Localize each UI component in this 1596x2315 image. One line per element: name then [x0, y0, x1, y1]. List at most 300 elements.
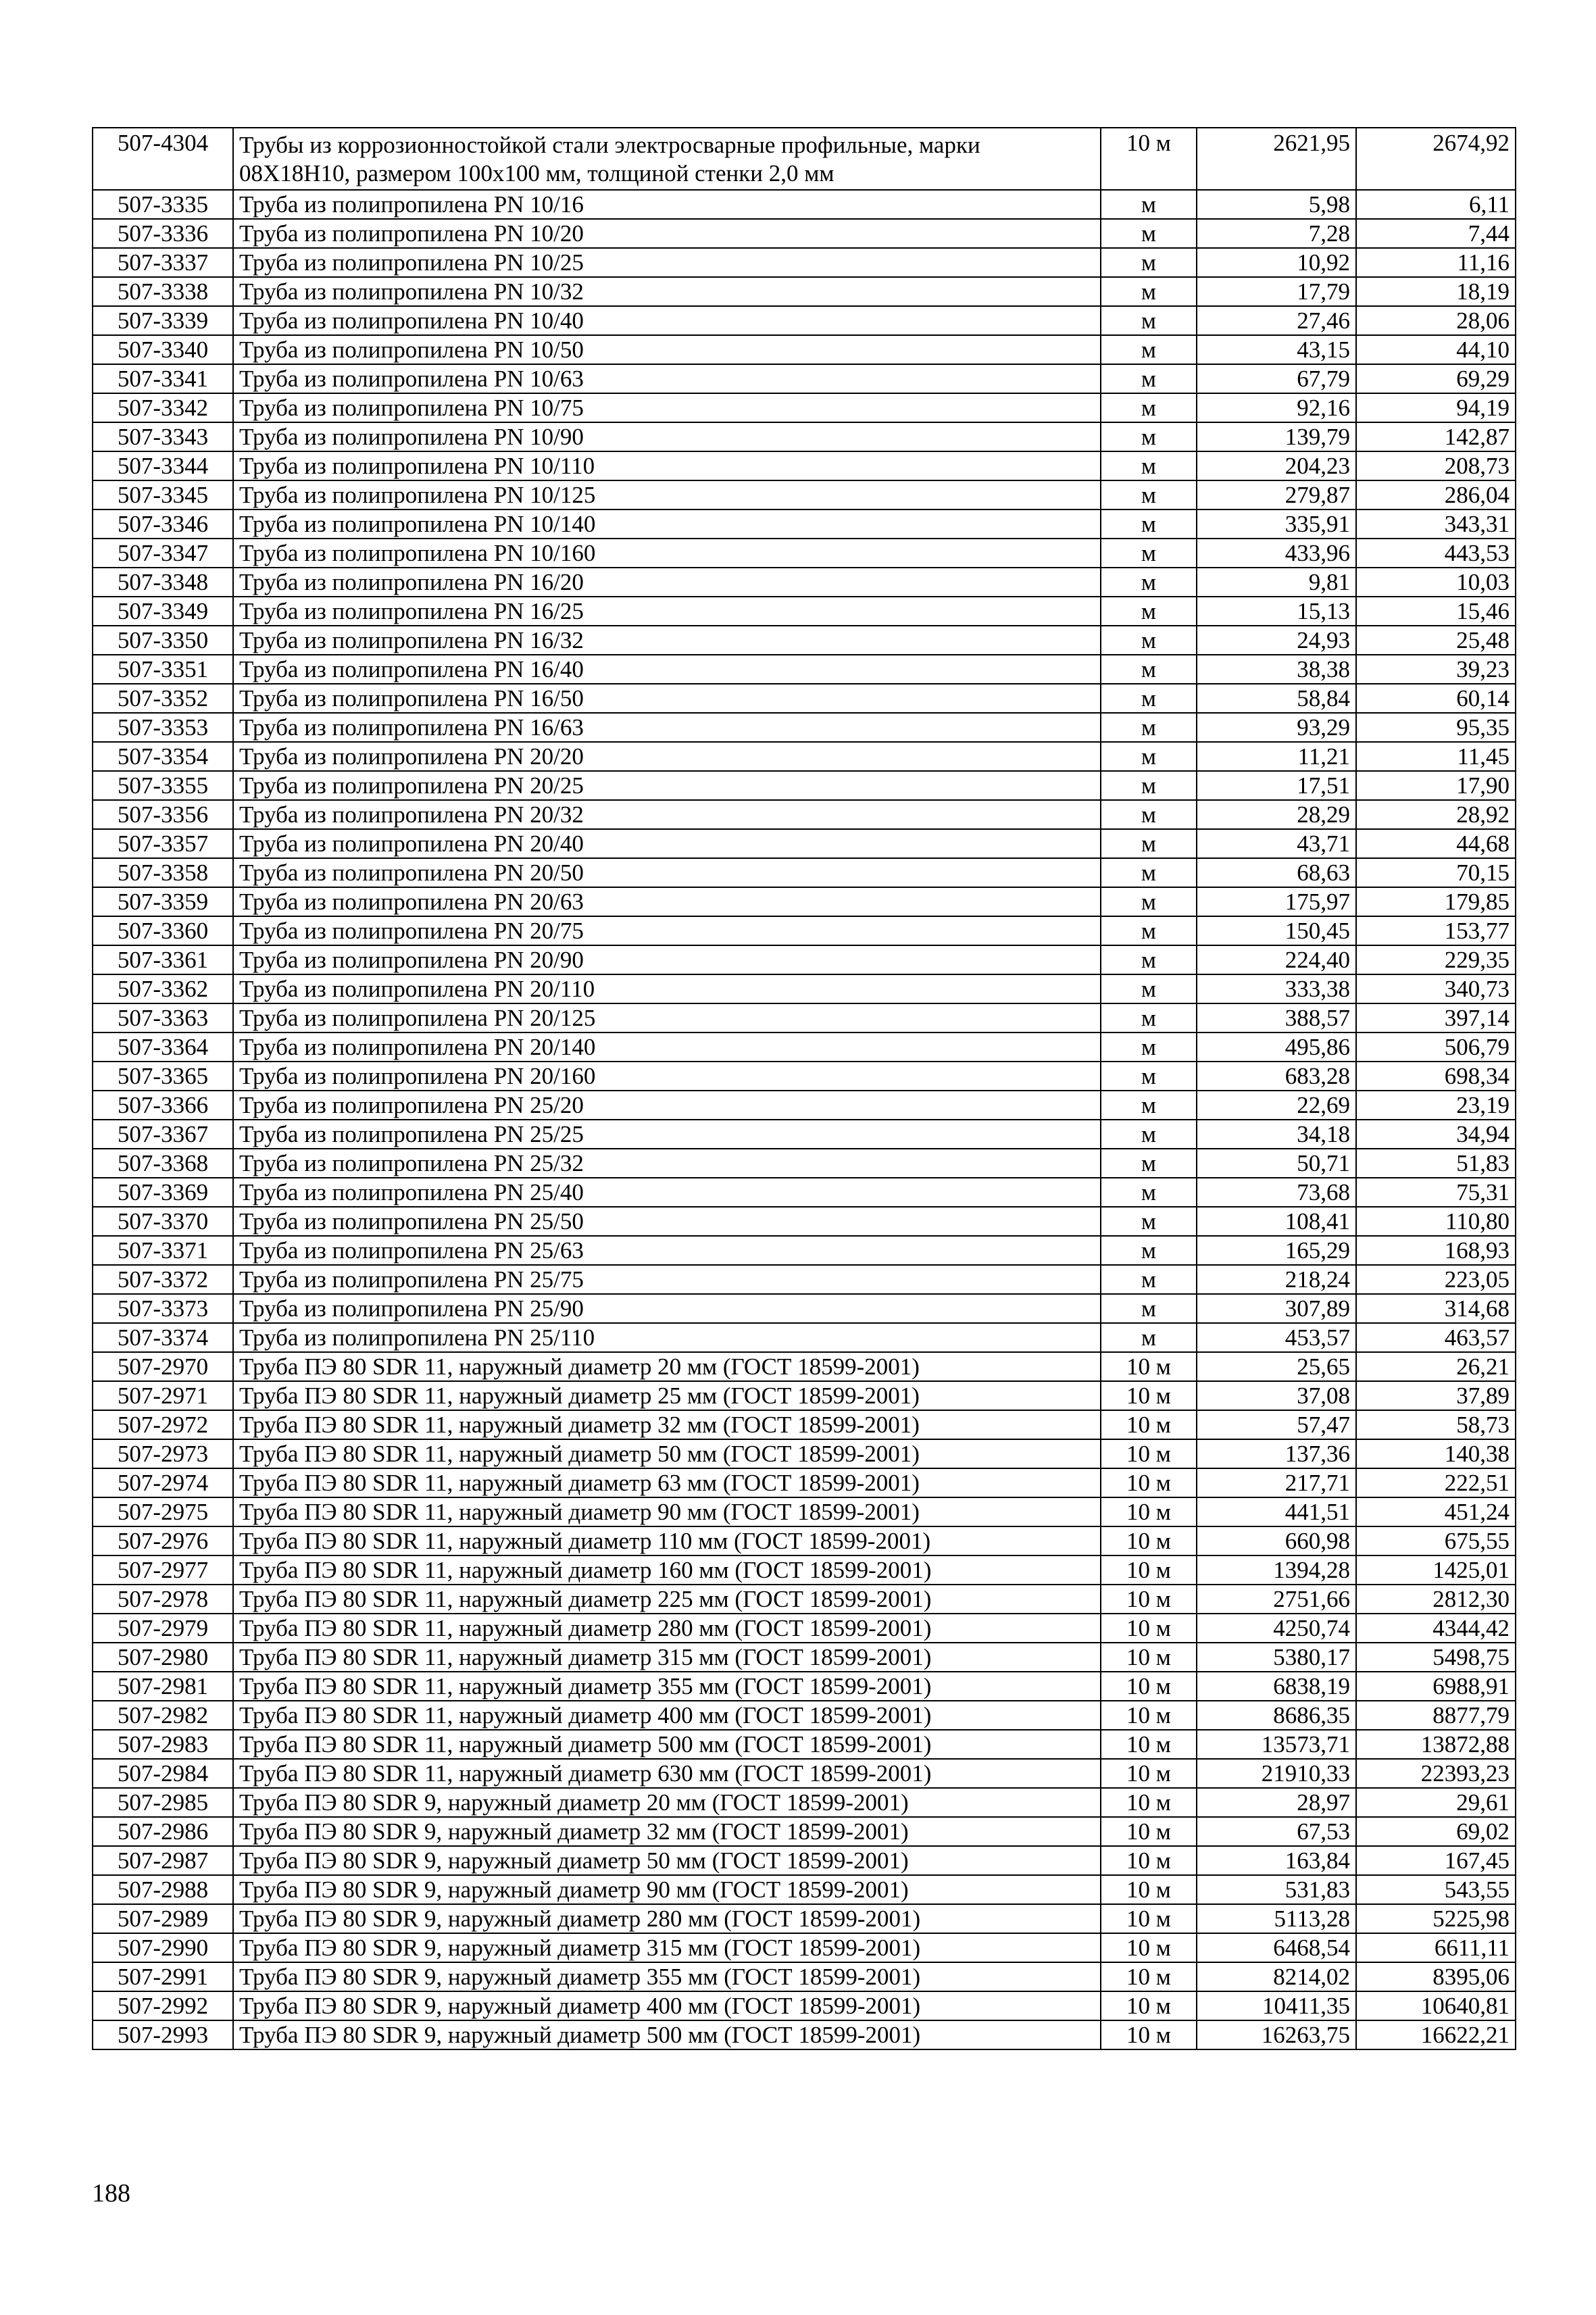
item-unit: м [1101, 248, 1197, 277]
item-code: 507-2988 [93, 1875, 233, 1904]
item-price-2: 343,31 [1356, 509, 1516, 539]
item-unit: м [1101, 451, 1197, 480]
item-unit: м [1101, 393, 1197, 422]
item-code: 507-3369 [93, 1178, 233, 1207]
item-code: 507-3337 [93, 248, 233, 277]
item-price-1: 5,98 [1197, 190, 1356, 219]
table-row [93, 1265, 1516, 1294]
item-price-2: 37,89 [1356, 1381, 1516, 1410]
table-row [93, 1149, 1516, 1178]
table-row [93, 1730, 1516, 1759]
item-price-1: 6838,19 [1197, 1672, 1356, 1701]
item-price-1: 73,68 [1197, 1178, 1356, 1207]
item-code: 507-3371 [93, 1236, 233, 1265]
item-price-2: 5225,98 [1356, 1904, 1516, 1933]
table-row [93, 509, 1516, 539]
item-name: Труба ПЭ 80 SDR 9, наружный диаметр 20 мм (ГОСТ 18599-2001) [233, 1788, 1101, 1817]
item-code: 507-3340 [93, 335, 233, 364]
item-code: 507-2984 [93, 1759, 233, 1788]
item-code: 507-3372 [93, 1265, 233, 1294]
item-price-2: 10,03 [1356, 568, 1516, 597]
item-price-2: 15,46 [1356, 597, 1516, 626]
item-name: Труба ПЭ 80 SDR 9, наружный диаметр 315 мм (ГОСТ 18599-2001) [233, 1933, 1101, 1962]
item-price-2: 11,16 [1356, 248, 1516, 277]
table-row [93, 2020, 1516, 2049]
item-price-2: 179,85 [1356, 887, 1516, 916]
item-name: Труба из полипропилена PN 10/110 [233, 451, 1101, 480]
item-price-1: 165,29 [1197, 1236, 1356, 1265]
item-unit: м [1101, 1091, 1197, 1120]
item-unit: м [1101, 190, 1197, 219]
item-price-2: 11,45 [1356, 742, 1516, 771]
table-row [93, 1614, 1516, 1643]
table-row [93, 1991, 1516, 2020]
item-price-1: 108,41 [1197, 1207, 1356, 1236]
item-unit: м [1101, 655, 1197, 684]
price-table [92, 127, 1516, 2050]
item-name: Труба ПЭ 80 SDR 9, наружный диаметр 50 мм (ГОСТ 18599-2001) [233, 1846, 1101, 1875]
item-unit: м [1101, 626, 1197, 655]
item-code: 507-2986 [93, 1817, 233, 1846]
item-price-2: 13872,88 [1356, 1730, 1516, 1759]
item-price-2: 16622,21 [1356, 2020, 1516, 2049]
item-unit: 10 м [1101, 1962, 1197, 1991]
item-unit: м [1101, 742, 1197, 771]
item-code: 507-3345 [93, 480, 233, 509]
item-code: 507-3355 [93, 771, 233, 800]
item-code: 507-2971 [93, 1381, 233, 1410]
item-price-2: 140,38 [1356, 1439, 1516, 1468]
item-name: Труба из полипропилена PN 25/20 [233, 1091, 1101, 1120]
item-name: Труба ПЭ 80 SDR 11, наружный диаметр 110 мм (ГОСТ 18599-2001) [233, 1526, 1101, 1555]
item-unit: 10 м [1101, 1526, 1197, 1555]
item-name: Труба из полипропилена PN 16/63 [233, 713, 1101, 742]
item-price-2: 70,15 [1356, 858, 1516, 887]
item-name: Труба из полипропилена PN 25/40 [233, 1178, 1101, 1207]
item-price-2: 340,73 [1356, 974, 1516, 1003]
table-row [93, 1701, 1516, 1730]
item-price-1: 218,24 [1197, 1265, 1356, 1294]
item-price-1: 204,23 [1197, 451, 1356, 480]
item-name: Труба из полипропилена PN 20/20 [233, 742, 1101, 771]
item-unit: 10 м [1101, 1439, 1197, 1468]
item-unit: 10 м [1101, 1497, 1197, 1526]
item-price-1: 8686,35 [1197, 1701, 1356, 1730]
item-unit: м [1101, 1062, 1197, 1091]
item-price-1: 279,87 [1197, 480, 1356, 509]
table-row [93, 1294, 1516, 1323]
item-name: Труба из полипропилена PN 25/110 [233, 1323, 1101, 1352]
item-code: 507-3360 [93, 916, 233, 945]
item-unit: 10 м [1101, 1672, 1197, 1701]
item-price-1: 10,92 [1197, 248, 1356, 277]
item-name: Труба ПЭ 80 SDR 11, наружный диаметр 32 мм (ГОСТ 18599-2001) [233, 1410, 1101, 1439]
item-price-2: 6988,91 [1356, 1672, 1516, 1701]
item-code: 507-2979 [93, 1614, 233, 1643]
item-unit: м [1101, 771, 1197, 800]
item-price-1: 660,98 [1197, 1526, 1356, 1555]
table-row [93, 539, 1516, 568]
item-price-1: 7,28 [1197, 219, 1356, 248]
item-price-2: 286,04 [1356, 480, 1516, 509]
item-name: Труба из полипропилена PN 20/160 [233, 1062, 1101, 1091]
item-code: 507-3335 [93, 190, 233, 219]
table-row [93, 364, 1516, 393]
item-name: Труба из полипропилена PN 10/63 [233, 364, 1101, 393]
item-name: Труба из полипропилена PN 20/75 [233, 916, 1101, 945]
item-price-2: 463,57 [1356, 1323, 1516, 1352]
item-name: Труба ПЭ 80 SDR 11, наружный диаметр 25 мм (ГОСТ 18599-2001) [233, 1381, 1101, 1410]
item-name: Труба ПЭ 80 SDR 9, наружный диаметр 280 мм (ГОСТ 18599-2001) [233, 1904, 1101, 1933]
item-code: 507-2982 [93, 1701, 233, 1730]
item-price-2: 69,02 [1356, 1817, 1516, 1846]
item-price-2: 10640,81 [1356, 1991, 1516, 2020]
item-unit: м [1101, 1294, 1197, 1323]
table-row [93, 713, 1516, 742]
item-unit: м [1101, 945, 1197, 974]
item-code: 507-3368 [93, 1149, 233, 1178]
item-code: 507-3350 [93, 626, 233, 655]
table-row [93, 1585, 1516, 1614]
item-price-1: 43,15 [1197, 335, 1356, 364]
item-code: 507-2981 [93, 1672, 233, 1701]
item-name: Труба из полипропилена PN 16/40 [233, 655, 1101, 684]
item-price-1: 16263,75 [1197, 2020, 1356, 2049]
item-price-1: 224,40 [1197, 945, 1356, 974]
item-price-1: 22,69 [1197, 1091, 1356, 1120]
item-price-2: 314,68 [1356, 1294, 1516, 1323]
table-row [93, 858, 1516, 887]
item-price-1: 11,21 [1197, 742, 1356, 771]
item-name: Труба из полипропилена PN 16/50 [233, 684, 1101, 713]
item-unit: м [1101, 800, 1197, 829]
item-unit: м [1101, 1178, 1197, 1207]
item-unit: 10 м [1101, 1585, 1197, 1614]
item-name: Труба из полипропилена PN 10/20 [233, 219, 1101, 248]
item-name: Труба из полипропилена PN 16/32 [233, 626, 1101, 655]
item-code: 507-2980 [93, 1643, 233, 1672]
table-row [93, 248, 1516, 277]
table-row [93, 1643, 1516, 1672]
item-price-1: 28,29 [1197, 800, 1356, 829]
item-code: 507-3352 [93, 684, 233, 713]
item-price-2: 51,83 [1356, 1149, 1516, 1178]
item-code: 507-3374 [93, 1323, 233, 1352]
table-row [93, 1178, 1516, 1207]
table-row [93, 597, 1516, 626]
item-price-2: 168,93 [1356, 1236, 1516, 1265]
table-row [93, 1555, 1516, 1585]
item-price-1: 2621,95 [1197, 128, 1356, 190]
item-price-2: 69,29 [1356, 364, 1516, 393]
table-row [93, 1352, 1516, 1381]
item-code: 507-2983 [93, 1730, 233, 1759]
item-price-1: 92,16 [1197, 393, 1356, 422]
item-price-1: 5380,17 [1197, 1643, 1356, 1672]
item-code: 507-3361 [93, 945, 233, 974]
item-name: Труба из полипропилена PN 10/40 [233, 306, 1101, 335]
item-price-1: 175,97 [1197, 887, 1356, 916]
item-price-2: 222,51 [1356, 1468, 1516, 1497]
item-unit: 10 м [1101, 1701, 1197, 1730]
item-name: Труба из полипропилена PN 20/32 [233, 800, 1101, 829]
item-price-1: 137,36 [1197, 1439, 1356, 1468]
item-unit: 10 м [1101, 1410, 1197, 1439]
item-unit: 10 м [1101, 1759, 1197, 1788]
item-unit: 10 м [1101, 1555, 1197, 1585]
item-name: Труба из полипропилена PN 25/25 [233, 1120, 1101, 1149]
item-code: 507-4304 [93, 128, 233, 190]
item-price-2: 75,31 [1356, 1178, 1516, 1207]
item-unit: 10 м [1101, 1614, 1197, 1643]
item-price-1: 17,51 [1197, 771, 1356, 800]
item-code: 507-3346 [93, 509, 233, 539]
item-name: Труба из полипропилена PN 10/32 [233, 277, 1101, 306]
item-code: 507-3365 [93, 1062, 233, 1091]
item-unit: м [1101, 1207, 1197, 1236]
item-price-1: 58,84 [1197, 684, 1356, 713]
item-code: 507-3353 [93, 713, 233, 742]
item-code: 507-3347 [93, 539, 233, 568]
item-unit: 10 м [1101, 2020, 1197, 2049]
item-code: 507-3351 [93, 655, 233, 684]
item-price-2: 543,55 [1356, 1875, 1516, 1904]
item-name: Труба из полипропилена PN 16/20 [233, 568, 1101, 597]
item-unit: м [1101, 887, 1197, 916]
item-price-1: 5113,28 [1197, 1904, 1356, 1933]
item-price-1: 495,86 [1197, 1032, 1356, 1062]
item-price-2: 208,73 [1356, 451, 1516, 480]
item-unit: 10 м [1101, 1817, 1197, 1846]
item-code: 507-3367 [93, 1120, 233, 1149]
item-unit: м [1101, 335, 1197, 364]
item-unit: 10 м [1101, 128, 1197, 190]
table-row [93, 1933, 1516, 1962]
item-price-2: 2812,30 [1356, 1585, 1516, 1614]
item-name: Труба из полипропилена PN 20/125 [233, 1003, 1101, 1032]
table-row [93, 1497, 1516, 1526]
item-code: 507-3338 [93, 277, 233, 306]
item-name: Труба ПЭ 80 SDR 11, наружный диаметр 630 мм (ГОСТ 18599-2001) [233, 1759, 1101, 1788]
item-price-1: 13573,71 [1197, 1730, 1356, 1759]
item-name: Труба из полипропилена PN 20/25 [233, 771, 1101, 800]
item-price-1: 57,47 [1197, 1410, 1356, 1439]
item-price-1: 453,57 [1197, 1323, 1356, 1352]
table-row [93, 1062, 1516, 1091]
item-price-2: 18,19 [1356, 277, 1516, 306]
table-row [93, 655, 1516, 684]
item-code: 507-2974 [93, 1468, 233, 1497]
item-unit: м [1101, 1120, 1197, 1149]
item-code: 507-3348 [93, 568, 233, 597]
item-price-1: 683,28 [1197, 1062, 1356, 1091]
table-row [93, 945, 1516, 974]
item-name: Труба из полипропилена PN 25/75 [233, 1265, 1101, 1294]
item-unit: 10 м [1101, 1933, 1197, 1962]
item-price-1: 1394,28 [1197, 1555, 1356, 1585]
item-price-1: 25,65 [1197, 1352, 1356, 1381]
item-code: 507-3364 [93, 1032, 233, 1062]
item-code: 507-2991 [93, 1962, 233, 1991]
item-price-1: 37,08 [1197, 1381, 1356, 1410]
item-price-2: 229,35 [1356, 945, 1516, 974]
item-price-2: 1425,01 [1356, 1555, 1516, 1585]
item-code: 507-3373 [93, 1294, 233, 1323]
table-row [93, 1846, 1516, 1875]
table-row [93, 1439, 1516, 1468]
table-row [93, 626, 1516, 655]
item-price-2: 28,06 [1356, 306, 1516, 335]
item-price-2: 506,79 [1356, 1032, 1516, 1062]
table-row [93, 1003, 1516, 1032]
table-row [93, 1962, 1516, 1991]
item-code: 507-3358 [93, 858, 233, 887]
item-code: 507-3370 [93, 1207, 233, 1236]
item-price-1: 4250,74 [1197, 1614, 1356, 1643]
item-unit: м [1101, 539, 1197, 568]
item-unit: 10 м [1101, 1846, 1197, 1875]
item-price-2: 6611,11 [1356, 1933, 1516, 1962]
item-name: Труба из полипропилена PN 10/75 [233, 393, 1101, 422]
item-price-1: 335,91 [1197, 509, 1356, 539]
table-row [93, 219, 1516, 248]
item-price-1: 163,84 [1197, 1846, 1356, 1875]
item-name: Труба из полипропилена PN 25/90 [233, 1294, 1101, 1323]
item-price-2: 7,44 [1356, 219, 1516, 248]
item-code: 507-3349 [93, 597, 233, 626]
item-price-1: 9,81 [1197, 568, 1356, 597]
item-price-1: 433,96 [1197, 539, 1356, 568]
item-unit: м [1101, 422, 1197, 451]
table-row [93, 422, 1516, 451]
item-price-2: 223,05 [1356, 1265, 1516, 1294]
item-code: 507-3336 [93, 219, 233, 248]
item-price-2: 94,19 [1356, 393, 1516, 422]
item-name: Труба ПЭ 80 SDR 11, наружный диаметр 90 мм (ГОСТ 18599-2001) [233, 1497, 1101, 1526]
item-name: Труба ПЭ 80 SDR 11, наружный диаметр 160 мм (ГОСТ 18599-2001) [233, 1555, 1101, 1585]
item-code: 507-2973 [93, 1439, 233, 1468]
item-name: Труба из полипропилена PN 20/40 [233, 829, 1101, 858]
item-unit: м [1101, 597, 1197, 626]
item-name: Труба ПЭ 80 SDR 11, наружный диаметр 500 мм (ГОСТ 18599-2001) [233, 1730, 1101, 1759]
item-price-1: 38,38 [1197, 655, 1356, 684]
table-row [93, 568, 1516, 597]
item-code: 507-2993 [93, 2020, 233, 2049]
item-name: Труба из полипропилена PN 10/50 [233, 335, 1101, 364]
item-price-2: 22393,23 [1356, 1759, 1516, 1788]
item-code: 507-2978 [93, 1585, 233, 1614]
item-code: 507-2970 [93, 1352, 233, 1381]
item-price-1: 67,79 [1197, 364, 1356, 393]
table-row [93, 1672, 1516, 1701]
item-name: Труба из полипропилена PN 20/50 [233, 858, 1101, 887]
table-row [93, 1817, 1516, 1846]
item-name: Труба из полипропилена PN 20/90 [233, 945, 1101, 974]
item-price-2: 60,14 [1356, 684, 1516, 713]
item-name: Труба из полипропилена PN 10/160 [233, 539, 1101, 568]
item-price-1: 93,29 [1197, 713, 1356, 742]
table-row [93, 916, 1516, 945]
item-price-2: 167,45 [1356, 1846, 1516, 1875]
item-price-1: 6468,54 [1197, 1933, 1356, 1962]
item-name: Труба из полипропилена PN 20/140 [233, 1032, 1101, 1062]
item-name: Труба ПЭ 80 SDR 11, наружный диаметр 20 мм (ГОСТ 18599-2001) [233, 1352, 1101, 1381]
item-code: 507-3354 [93, 742, 233, 771]
item-name: Труба ПЭ 80 SDR 11, наружный диаметр 63 мм (ГОСТ 18599-2001) [233, 1468, 1101, 1497]
item-price-2: 39,23 [1356, 655, 1516, 684]
item-name: Трубы из коррозионностойкой стали электросварные профильные, марки 08Х18Н10, размером 100х100 мм, толщиной стенки 2,0 мм [233, 128, 1101, 190]
table-row [93, 1904, 1516, 1933]
table-row [93, 1091, 1516, 1120]
item-price-1: 307,89 [1197, 1294, 1356, 1323]
item-unit: м [1101, 1323, 1197, 1352]
table-row [93, 335, 1516, 364]
item-name: Труба ПЭ 80 SDR 11, наружный диаметр 225 мм (ГОСТ 18599-2001) [233, 1585, 1101, 1614]
item-unit: м [1101, 916, 1197, 945]
item-name: Труба ПЭ 80 SDR 9, наружный диаметр 355 мм (ГОСТ 18599-2001) [233, 1962, 1101, 1991]
item-price-2: 2674,92 [1356, 128, 1516, 190]
item-name: Труба из полипропилена PN 20/110 [233, 974, 1101, 1003]
item-unit: м [1101, 1265, 1197, 1294]
price-table-body [93, 128, 1516, 2049]
table-row [93, 1468, 1516, 1497]
item-name: Труба из полипропилена PN 20/63 [233, 887, 1101, 916]
item-price-1: 10411,35 [1197, 1991, 1356, 2020]
table-row [93, 1207, 1516, 1236]
item-price-1: 139,79 [1197, 422, 1356, 451]
item-unit: м [1101, 509, 1197, 539]
item-unit: м [1101, 1003, 1197, 1032]
item-code: 507-2987 [93, 1846, 233, 1875]
item-price-2: 443,53 [1356, 539, 1516, 568]
item-price-2: 153,77 [1356, 916, 1516, 945]
table-row [93, 887, 1516, 916]
item-price-2: 34,94 [1356, 1120, 1516, 1149]
table-row [93, 1236, 1516, 1265]
item-name: Труба ПЭ 80 SDR 9, наружный диаметр 500 мм (ГОСТ 18599-2001) [233, 2020, 1101, 2049]
item-unit: м [1101, 364, 1197, 393]
item-price-1: 27,46 [1197, 306, 1356, 335]
item-unit: м [1101, 480, 1197, 509]
item-unit: м [1101, 858, 1197, 887]
item-code: 507-2977 [93, 1555, 233, 1585]
item-name: Труба из полипропилена PN 10/90 [233, 422, 1101, 451]
item-price-1: 21910,33 [1197, 1759, 1356, 1788]
item-code: 507-3359 [93, 887, 233, 916]
item-price-1: 24,93 [1197, 626, 1356, 655]
item-code: 507-2990 [93, 1933, 233, 1962]
item-price-2: 451,24 [1356, 1497, 1516, 1526]
item-price-1: 67,53 [1197, 1817, 1356, 1846]
item-code: 507-2989 [93, 1904, 233, 1933]
table-row [93, 829, 1516, 858]
item-name: Труба из полипропилена PN 10/125 [233, 480, 1101, 509]
item-price-2: 44,10 [1356, 335, 1516, 364]
item-code: 507-3356 [93, 800, 233, 829]
item-name: Труба ПЭ 80 SDR 11, наружный диаметр 280 мм (ГОСТ 18599-2001) [233, 1614, 1101, 1643]
item-price-2: 44,68 [1356, 829, 1516, 858]
item-name: Труба ПЭ 80 SDR 9, наружный диаметр 32 мм (ГОСТ 18599-2001) [233, 1817, 1101, 1846]
item-name: Труба из полипропилена PN 10/25 [233, 248, 1101, 277]
table-row [93, 451, 1516, 480]
item-name: Труба ПЭ 80 SDR 11, наружный диаметр 400 мм (ГОСТ 18599-2001) [233, 1701, 1101, 1730]
item-price-2: 675,55 [1356, 1526, 1516, 1555]
item-price-2: 25,48 [1356, 626, 1516, 655]
table-row [93, 771, 1516, 800]
table-row [93, 1526, 1516, 1555]
table-row [93, 684, 1516, 713]
item-unit: м [1101, 974, 1197, 1003]
